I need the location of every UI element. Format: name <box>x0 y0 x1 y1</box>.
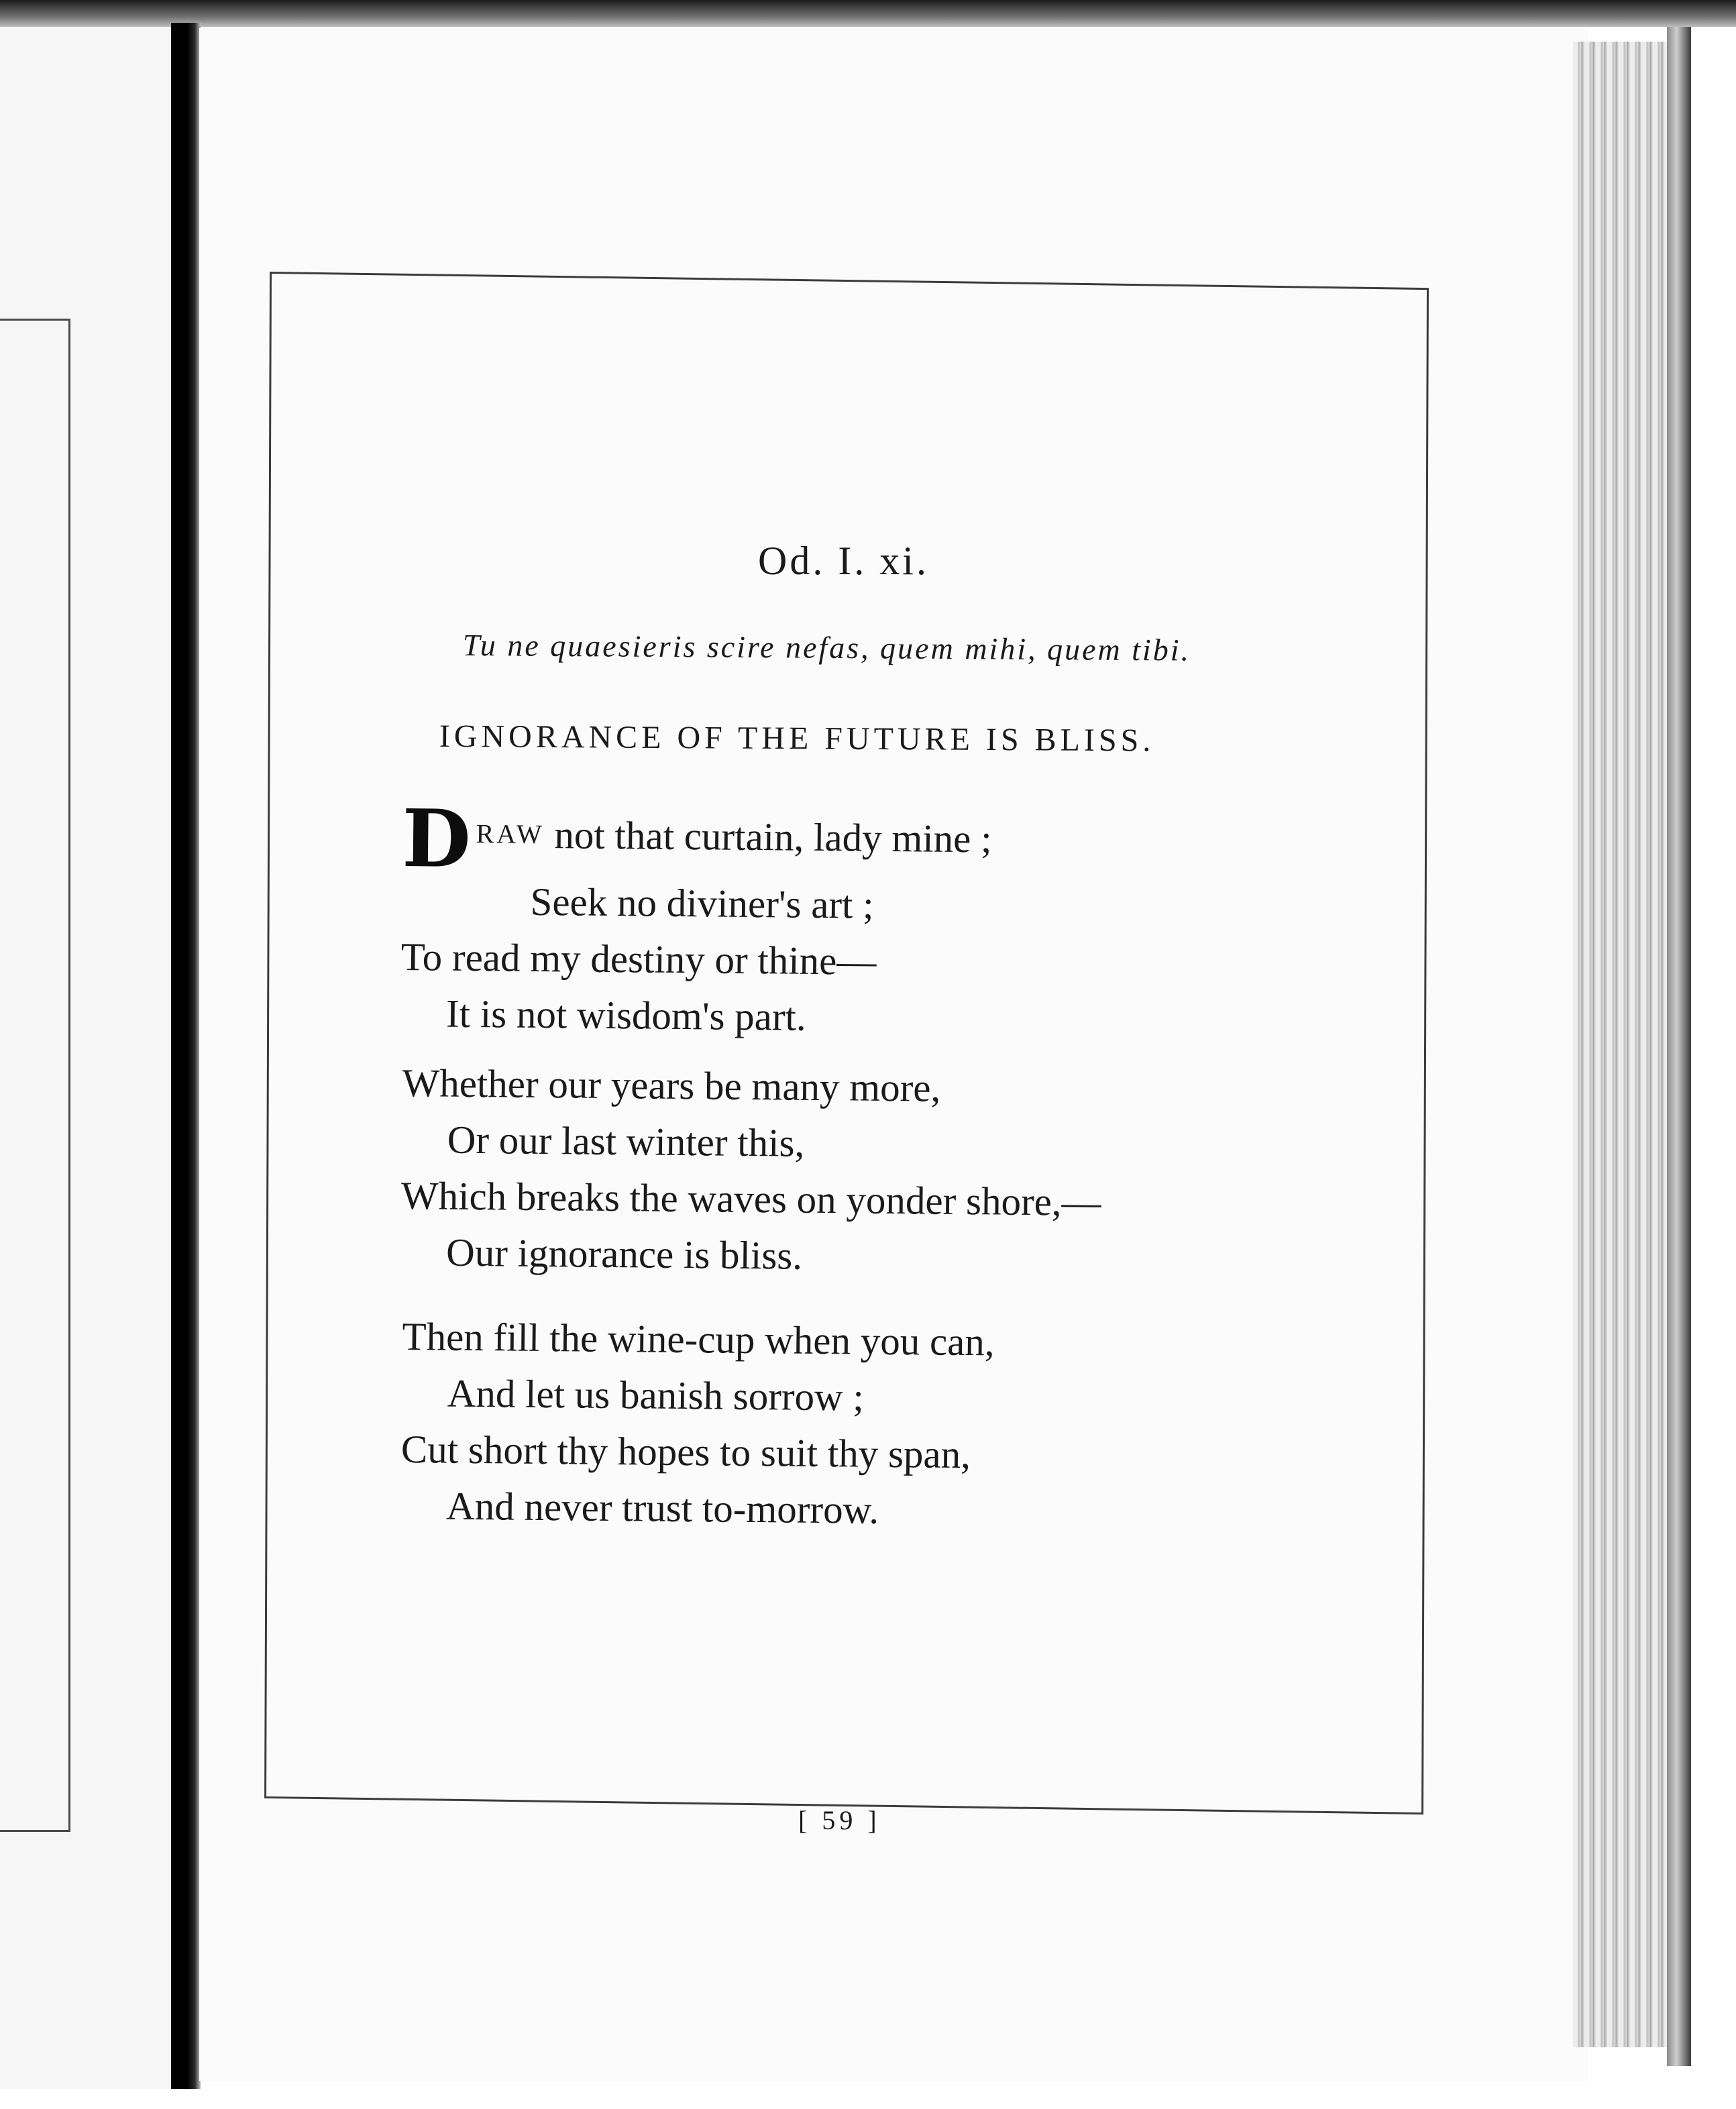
latin-epigraph: Tu ne quaesieris scire nefas, quem mihi, quem tibi. <box>462 628 1191 667</box>
poem-line: Whether our years be many more, <box>402 1060 941 1110</box>
left-page <box>0 27 173 2089</box>
scan-bottom-edge <box>0 2089 1736 2109</box>
poem-line: And let us banish sorrow ; <box>447 1370 865 1419</box>
page-number: [ 59 ] <box>798 1805 881 1835</box>
poem-line: Our ignorance is bliss. <box>445 1230 803 1278</box>
poem-title: IGNORANCE OF THE FUTURE IS BLISS. <box>439 718 1155 759</box>
stanza-1 <box>400 792 992 1046</box>
ode-heading: Od. I. xi. <box>758 539 929 583</box>
first-word-rest: RAW <box>476 818 545 850</box>
drop-cap: D <box>401 792 472 885</box>
poem-line: It is not wisdom's part. <box>445 991 807 1039</box>
line-text: not that curtain, lady mine ; <box>554 812 992 861</box>
poem-line: And never trust to-morrow. <box>445 1483 879 1532</box>
poem-line: Or our last winter this, <box>447 1117 805 1165</box>
poem-line: Cut short thy hopes to suit thy span, <box>400 1426 971 1477</box>
stanza-3 <box>400 1308 995 1539</box>
scan-top-edge <box>0 0 1736 27</box>
left-page-frame <box>0 319 70 1832</box>
page-edges <box>1573 42 1667 2047</box>
book-cover-edge <box>1667 27 1691 2066</box>
poem-line: To read my destiny or thine— <box>400 934 877 983</box>
poem-line: Seek no diviner's art ; <box>530 879 874 927</box>
poem-line: Which breaks the waves on yonder shore,— <box>400 1173 1101 1225</box>
poem-line: Then fill the wine-cup when you can, <box>402 1313 995 1364</box>
poem-line <box>401 792 992 885</box>
book-gutter <box>171 23 201 2089</box>
stanza-2 <box>400 1054 1103 1287</box>
